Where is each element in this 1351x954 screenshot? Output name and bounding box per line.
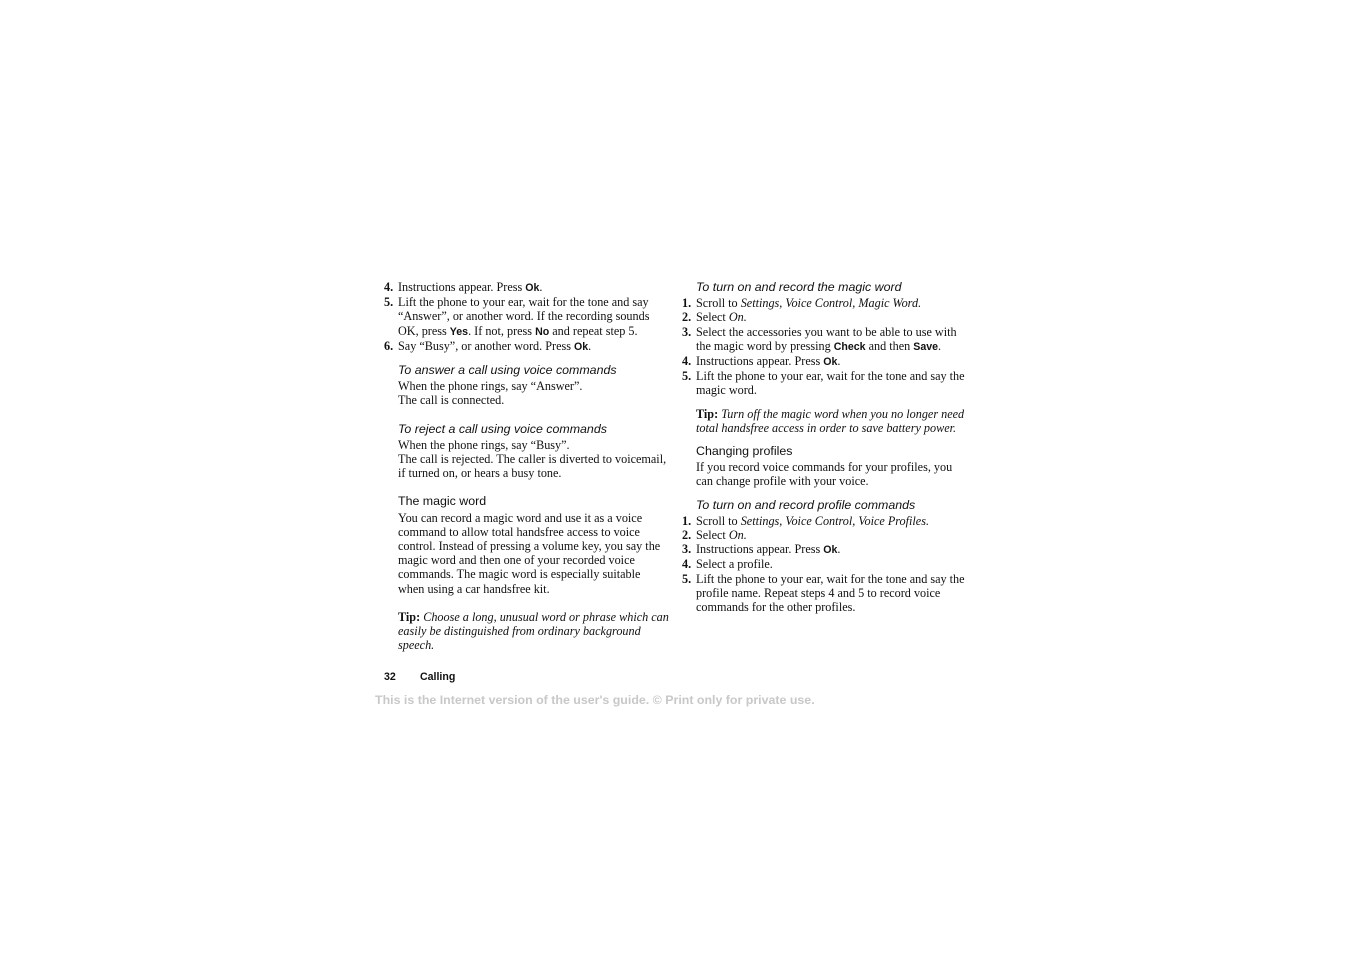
step-text: Lift the phone to your ear, wait for the tone and say the magic word. <box>696 369 965 398</box>
tip-text: Choose a long, unusual word or phrase which can easily be distinguished from ordinary background speech. <box>398 609 669 653</box>
step-punct: . <box>588 338 592 353</box>
step-number: 3. <box>682 542 692 557</box>
step-text: and then <box>865 338 914 353</box>
key-label-no: No <box>535 325 550 338</box>
step-6 <box>384 339 669 354</box>
step-3 <box>682 542 967 557</box>
step-5 <box>384 295 669 339</box>
step-number: 2. <box>682 528 692 543</box>
step-number: 6. <box>384 338 394 353</box>
reject-call-line-2: The call is rejected. The caller is diverted to voicemail, if turned on, or hears a busy tone. <box>398 452 667 481</box>
step-text: Scroll to <box>696 513 741 528</box>
tip-label: Tip: <box>398 609 421 624</box>
key-label-ok: Ok <box>574 340 589 353</box>
step-4 <box>682 557 967 571</box>
page-number: 32 <box>384 671 396 683</box>
step-number: 5. <box>682 369 692 384</box>
step-number: 4. <box>682 354 692 369</box>
section-name: Calling <box>420 671 456 683</box>
step-text: . If not, press <box>468 323 536 338</box>
step-punct: . <box>938 338 942 353</box>
step-3 <box>682 325 967 354</box>
step-number: 3. <box>682 324 692 339</box>
option-name: On. <box>728 310 747 325</box>
tip-text: Turn off the magic word when you no longer need total handsfree access in order to save battery power. <box>696 406 965 435</box>
changing-profiles-body: If you record voice commands for your profiles, you can change profile with your voice. <box>696 460 953 489</box>
key-label-save: Save <box>913 340 939 353</box>
magic-word-record-heading: To turn on and record the magic word <box>696 280 902 294</box>
answer-call-line-2: The call is connected. <box>398 393 505 408</box>
left-column <box>384 280 669 652</box>
step-text: Instructions appear. Press <box>696 354 824 369</box>
key-label-yes: Yes <box>449 325 469 338</box>
step-text: Scroll to <box>696 296 741 311</box>
step-punct: . <box>837 542 841 557</box>
key-label-check: Check <box>833 340 866 353</box>
option-name: On. <box>728 528 747 543</box>
reject-call-heading: To reject a call using voice commands <box>398 421 607 436</box>
step-text: Say “Busy”, or another word. Press <box>398 338 575 353</box>
answer-call-heading: To answer a call using voice commands <box>398 363 617 378</box>
right-column <box>682 280 967 614</box>
step-punct: . <box>539 280 543 294</box>
profile-commands-heading: To turn on and record profile commands <box>696 497 916 512</box>
menu-path: Settings, Voice Control, Voice Profiles. <box>740 513 930 528</box>
step-text: Select <box>696 528 729 543</box>
tip-block <box>384 610 669 653</box>
step-punct: . <box>837 354 841 369</box>
step-number: 4. <box>384 280 394 294</box>
menu-path: Settings, Voice Control, Magic Word. <box>740 296 922 311</box>
step-1 <box>682 514 967 528</box>
key-label-ok: Ok <box>823 544 838 557</box>
step-5 <box>682 369 967 397</box>
tip-block <box>682 407 967 435</box>
step-2 <box>682 528 967 542</box>
step-1 <box>682 296 967 310</box>
changing-profiles-heading: Changing profiles <box>696 444 793 459</box>
step-number: 2. <box>682 310 692 325</box>
key-label-ok: Ok <box>525 282 540 294</box>
step-text: Lift the phone to your ear, wait for the tone and say “Answer”, or another word. If the recording sounds OK, press <box>398 295 650 338</box>
step-text: Select <box>696 310 729 325</box>
step-text: Lift the phone to your ear, wait for the tone and say the profile name. Repeat steps 4 and 5 to record voice commands for the other profiles. <box>696 571 965 615</box>
key-label-ok: Ok <box>823 356 838 369</box>
step-4 <box>384 280 669 295</box>
step-number: 1. <box>682 513 692 528</box>
step-text: Select the accessories you want to be able to use with the magic word by pressing <box>696 324 957 353</box>
step-number: 4. <box>682 557 692 572</box>
step-5 <box>682 572 967 615</box>
step-number: 5. <box>682 571 692 586</box>
reject-call-line-1: When the phone rings, say “Busy”. <box>398 437 570 452</box>
step-2 <box>682 310 967 324</box>
tip-label: Tip: <box>696 406 719 421</box>
step-number: 1. <box>682 296 692 311</box>
magic-word-body: You can record a magic word and use it as a voice command to allow total handsfree access to voice control. Instead of pressing a volume key, you say the magic word and then one of your recorded voice commands. The magic word is especially suitable when using a car handsfree kit. <box>398 510 661 596</box>
step-text: Select a profile. <box>696 557 773 572</box>
watermark-notice: This is the Internet version of the user's guide. © Print only for private use. <box>375 693 815 707</box>
step-text: and repeat step 5. <box>549 323 638 338</box>
step-text: Instructions appear. Press <box>696 542 824 557</box>
page-footer <box>384 671 455 683</box>
step-number: 5. <box>384 295 394 310</box>
step-text: Instructions appear. Press <box>398 280 526 294</box>
answer-call-line-1: When the phone rings, say “Answer”. <box>398 379 583 394</box>
magic-word-heading: The magic word <box>398 494 487 509</box>
step-4 <box>682 354 967 369</box>
